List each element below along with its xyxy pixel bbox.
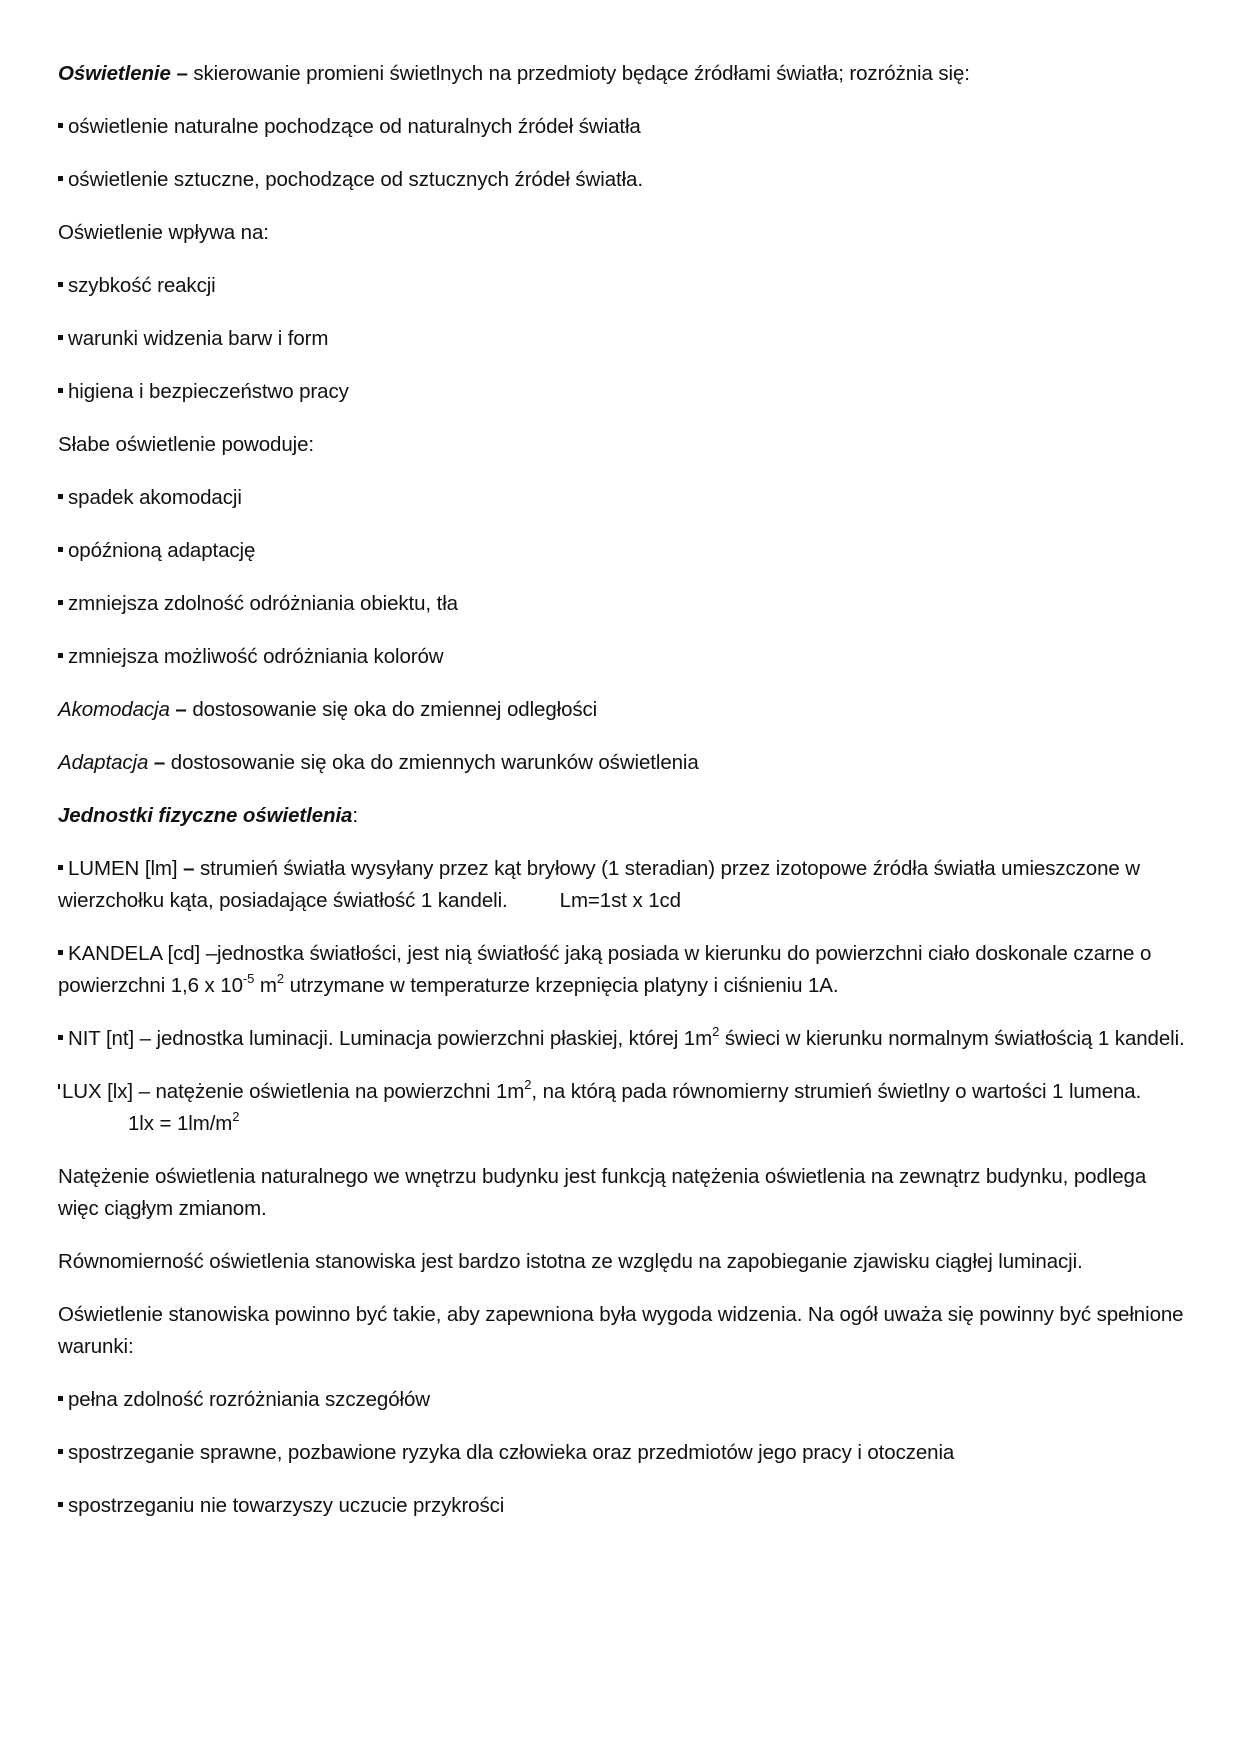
paragraph: Oświetlenie stanowiska powinno być takie, aby zapewniona była wygoda widzenia. Na ogół uważa się powinny być spełnione warunki: bbox=[58, 1303, 1184, 1358]
definition-text: dostosowanie się oka do zmiennej odległości bbox=[186, 698, 598, 721]
bullet-icon bbox=[58, 335, 63, 340]
unit-formula: Lm=1st x 1cd bbox=[559, 889, 681, 912]
exponent: 2 bbox=[524, 1077, 532, 1092]
list-item-text: pełna zdolność rozróżniania szczegółów bbox=[68, 1388, 430, 1411]
list-item bbox=[58, 535, 1188, 567]
list-item-text: spostrzeganiu nie towarzyszy uczucie przykrości bbox=[68, 1494, 505, 1517]
definition-dash: – bbox=[153, 751, 166, 774]
units-heading-colon: : bbox=[352, 804, 358, 827]
intro-term: Oświetlenie bbox=[58, 62, 171, 85]
list-item-text: warunki widzenia barw i form bbox=[68, 327, 329, 350]
list-item-text: szybkość reakcji bbox=[68, 274, 216, 297]
unit-lux bbox=[58, 1076, 1188, 1140]
bullet-icon bbox=[58, 494, 63, 499]
list-item-text: zmniejsza zdolność odróżniania obiektu, tła bbox=[68, 592, 458, 615]
units-heading bbox=[58, 800, 1188, 832]
list-item bbox=[58, 1490, 1188, 1522]
bullet-icon bbox=[58, 1035, 63, 1040]
definition-dash: – bbox=[175, 698, 187, 721]
bullet-icon bbox=[58, 123, 63, 128]
list-item-text: spostrzeganie sprawne, pozbawione ryzyka dla człowieka oraz przedmiotów jego pracy i otoczenia bbox=[68, 1441, 955, 1464]
bullet-icon bbox=[58, 282, 63, 287]
units-heading-term: Jednostki fizyczne oświetlenia bbox=[58, 804, 353, 827]
unit-text: natężenie oświetlenia na powierzchni 1m bbox=[149, 1080, 525, 1103]
bullet-icon bbox=[58, 176, 63, 181]
unit-label: LUX [lx] bbox=[62, 1080, 133, 1103]
bullet-icon bbox=[58, 600, 63, 605]
definition-adaptacja bbox=[58, 747, 1188, 779]
unit-text: świeci w kierunku normalnym światłością 1 kandeli. bbox=[719, 1027, 1185, 1050]
paragraph: Równomierność oświetlenia stanowiska jest bardzo istotna ze względu na zapobieganie zjawisku ciągłej luminacji. bbox=[58, 1250, 1083, 1273]
bullet-icon bbox=[58, 1502, 63, 1507]
list-item bbox=[58, 111, 1188, 143]
unit-text: strumień światła wysyłany przez kąt bryłowy (1 steradian) przez izotopowe źródła światła umieszczone w wierzchołku kąta, posiadające światłość 1 kandeli. bbox=[58, 857, 1140, 912]
list-item bbox=[58, 323, 1188, 355]
list-item bbox=[58, 164, 1188, 196]
unit-text: –jednostka światłości, jest nią światłość jaką posiada w kierunku do powierzchni ciało doskonale czarne o powierzchni 1,6 x 10 bbox=[58, 942, 1152, 997]
unit-formula: 1lx = 1lm/m bbox=[128, 1112, 233, 1135]
list-item bbox=[58, 1437, 1188, 1469]
list-item bbox=[58, 1384, 1188, 1416]
list-item bbox=[58, 588, 1188, 620]
list-item-text: spadek akomodacji bbox=[68, 486, 242, 509]
list-item bbox=[58, 270, 1188, 302]
exponent: 2 bbox=[712, 1024, 720, 1039]
list-item bbox=[58, 641, 1188, 673]
list-item bbox=[58, 376, 1188, 408]
intro-text: skierowanie promieni świetlnych na przedmioty będące źródłami światła; rozróżnia się: bbox=[187, 62, 970, 85]
unit-text: m bbox=[254, 974, 277, 997]
list-item-text: oświetlenie sztuczne, pochodzące od sztucznych źródeł światła. bbox=[68, 168, 643, 191]
intro-dash: – bbox=[176, 62, 188, 85]
definition-term: Akomodacja bbox=[58, 698, 170, 721]
unit-dash: – bbox=[132, 1080, 150, 1103]
exponent: 2 bbox=[232, 1109, 240, 1124]
definition-text: dostosowanie się oka do zmiennych warunków oświetlenia bbox=[165, 751, 699, 774]
paragraph: Natężenie oświetlenia naturalnego we wnętrzu budynku jest funkcją natężenia oświetlenia na zewnątrz budynku, podlega więc ciągłym zmianom. bbox=[58, 1165, 1147, 1220]
unit-dash: – bbox=[183, 857, 195, 880]
definition-term: Adaptacja bbox=[58, 751, 149, 774]
list-item bbox=[58, 482, 1188, 514]
unit-text: – jednostka luminacji. Luminacja powierzchni płaskiej, której 1m bbox=[134, 1027, 713, 1050]
document-page bbox=[58, 58, 1188, 1543]
bullet-icon bbox=[58, 653, 63, 658]
unit-label: KANDELA [cd] bbox=[68, 942, 201, 965]
unit-label: LUMEN [lm] bbox=[68, 857, 178, 880]
definition-akomodacja bbox=[58, 694, 1188, 726]
unit-text: utrzymane w temperaturze krzepnięcia platyny i ciśnieniu 1A. bbox=[283, 974, 839, 997]
influence-heading: Oświetlenie wpływa na: bbox=[58, 221, 269, 244]
bullet-icon bbox=[58, 1396, 63, 1401]
bullet-icon bbox=[58, 950, 63, 955]
list-item-text: zmniejsza możliwość odróżniania kolorów bbox=[68, 645, 444, 668]
unit-nit bbox=[58, 1023, 1188, 1055]
bullet-icon bbox=[58, 865, 63, 870]
unit-kandela bbox=[58, 938, 1188, 1002]
list-item-text: oświetlenie naturalne pochodzące od naturalnych źródeł światła bbox=[68, 115, 641, 138]
bullet-icon bbox=[58, 388, 63, 393]
tick-mark-icon bbox=[58, 1084, 60, 1089]
bullet-icon bbox=[58, 547, 63, 552]
unit-lumen bbox=[58, 853, 1188, 917]
unit-text: , na którą pada równomierny strumień świetlny o wartości 1 lumena. bbox=[531, 1080, 1142, 1103]
exponent: -5 bbox=[242, 971, 255, 986]
list-item-text: higiena i bezpieczeństwo pracy bbox=[68, 380, 349, 403]
weak-heading: Słabe oświetlenie powoduje: bbox=[58, 433, 315, 456]
list-item-text: opóźnioną adaptację bbox=[68, 539, 256, 562]
exponent: 2 bbox=[276, 971, 284, 986]
bullet-icon bbox=[58, 1449, 63, 1454]
unit-label: NIT [nt] bbox=[68, 1027, 135, 1050]
intro-paragraph bbox=[58, 58, 1188, 90]
